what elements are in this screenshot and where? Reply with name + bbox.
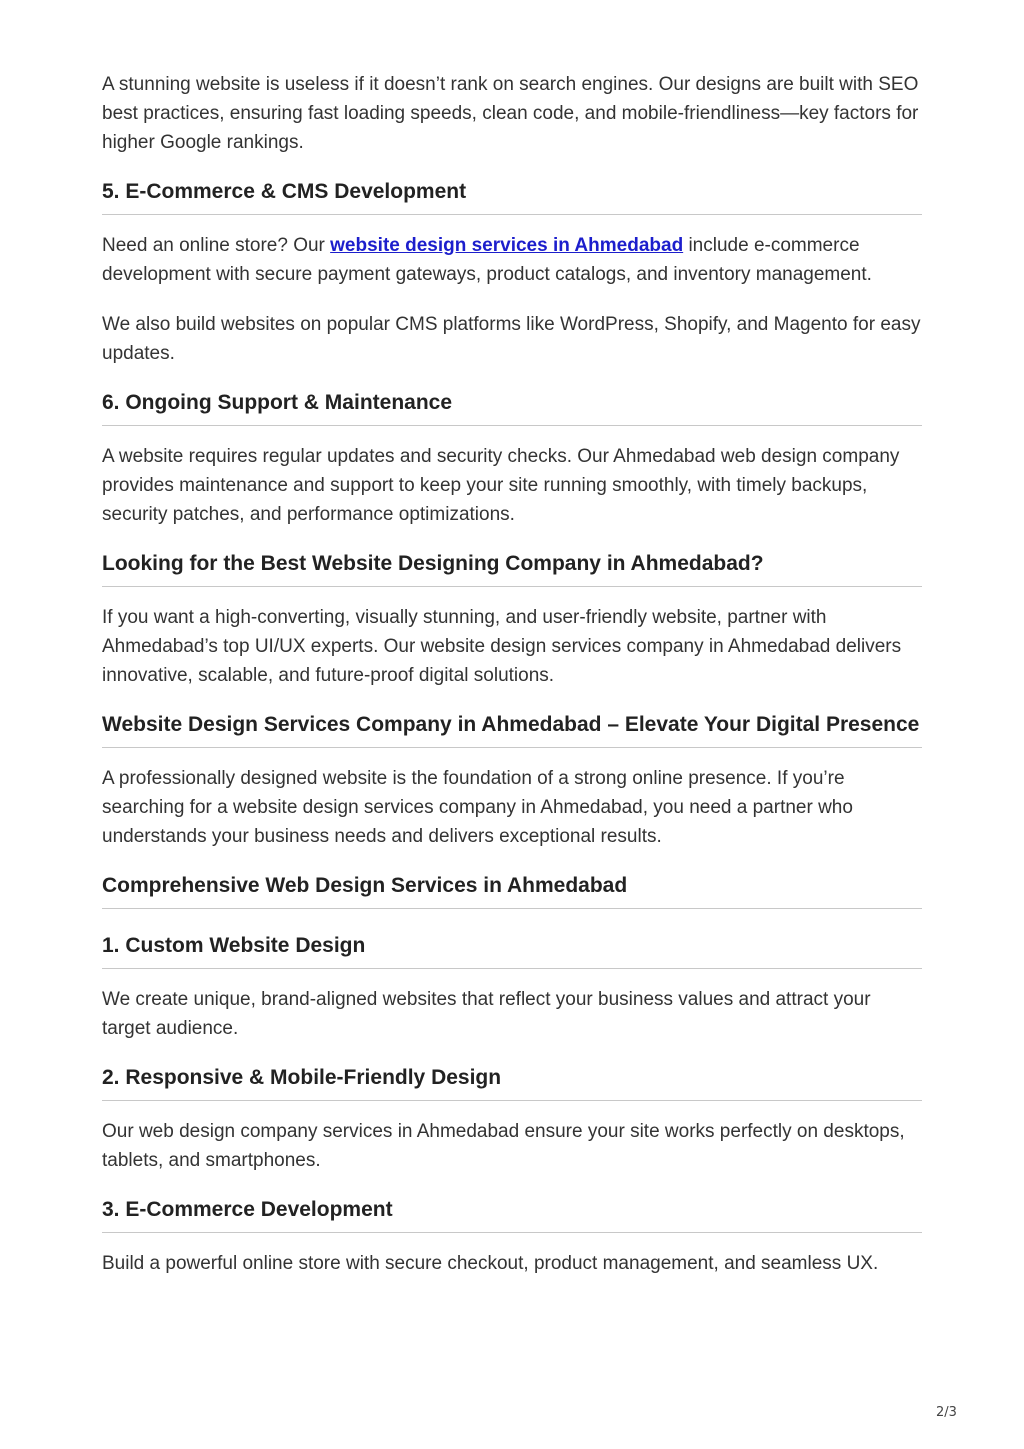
page-number: 2/3 xyxy=(936,1405,957,1420)
heading-ecommerce-cms: 5. E-Commerce & CMS Development xyxy=(102,178,922,215)
heading-support-maintenance: 6. Ongoing Support & Maintenance xyxy=(102,389,922,426)
ecommerce-dev-paragraph: Build a powerful online store with secure checkout, product management, and seamless UX. xyxy=(102,1253,879,1274)
responsive-paragraph: Our web design company services in Ahmedabad ensure your site works perfectly on desktops, tablets, and smartphones. xyxy=(102,1121,905,1171)
ecommerce-paragraph xyxy=(102,231,922,289)
elevate-paragraph: A professionally designed website is the foundation of a strong online presence. If you’re searching for a website design services company in Ahmedabad, you need a partner who understands your business needs and delivers exceptional results. xyxy=(102,768,853,847)
heading-ecommerce-development: 3. E-Commerce Development xyxy=(102,1196,922,1233)
document-body xyxy=(102,70,922,1299)
heading-comprehensive-services: Comprehensive Web Design Services in Ahmedabad xyxy=(102,872,922,909)
intro-paragraph: A stunning website is useless if it doesn’t rank on search engines. Our designs are built with SEO best practices, ensuring fast loading speeds, clean code, and mobile-friendliness—key factors for higher Google rankings. xyxy=(102,74,919,153)
heading-looking-for-best: Looking for the Best Website Designing Company in Ahmedabad? xyxy=(102,550,922,587)
website-design-services-link[interactable]: website design services in Ahmedabad xyxy=(330,235,684,256)
ecommerce-text-before: Need an online store? Our xyxy=(102,235,331,256)
custom-design-paragraph: We create unique, brand-aligned websites that reflect your business values and attract your target audience. xyxy=(102,989,871,1039)
cms-paragraph: We also build websites on popular CMS platforms like WordPress, Shopify, and Magento for easy updates. xyxy=(102,314,921,364)
heading-responsive-design: 2. Responsive & Mobile-Friendly Design xyxy=(102,1064,922,1101)
support-paragraph: A website requires regular updates and security checks. Our Ahmedabad web design company provides maintenance and support to keep your site running smoothly, with timely backups, security patches, and performance optimizations. xyxy=(102,446,900,525)
ecommerce-text-after: include e-commerce development with secure payment gateways, product catalogs, and inventory management. xyxy=(102,235,872,285)
heading-custom-website-design: 1. Custom Website Design xyxy=(102,932,922,969)
heading-elevate-presence: Website Design Services Company in Ahmedabad – Elevate Your Digital Presence xyxy=(102,711,922,748)
looking-paragraph: If you want a high-converting, visually stunning, and user-friendly website, partner with Ahmedabad’s top UI/UX experts. Our website design services company in Ahmedabad delivers innovative, scalable, and future-proof digital solutions. xyxy=(102,607,902,686)
